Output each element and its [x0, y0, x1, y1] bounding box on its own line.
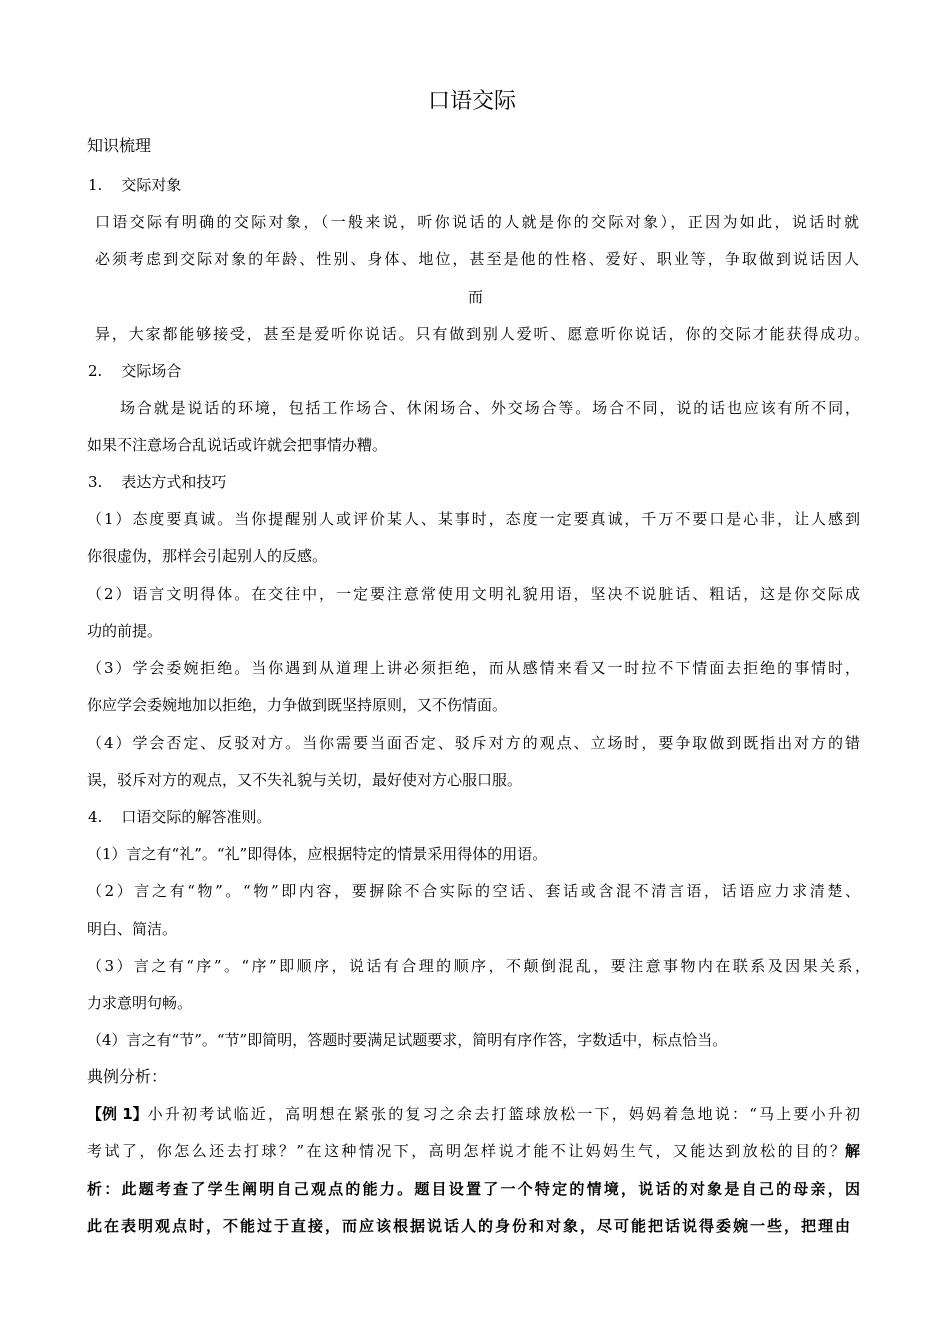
example-line-2 — [87, 1141, 860, 1161]
paragraph-4-line-3: 明白、简洁。 — [87, 920, 178, 938]
paragraph-4-line-4: （3）言之有“序”。“序”即顺序，说话有合理的顺序，不颠倒混乱，要注意事物内在联系及因果关系， — [87, 957, 870, 975]
example-question-part-2: 考试了，你怎么还去打球？”在这种情况下，高明怎样说才能不让妈妈生气，又能达到放松的目的？ — [87, 1142, 845, 1160]
example-line-1 — [87, 1104, 860, 1124]
paragraph-4-line-1: （1）言之有“礼”。“礼”即得体，应根据特定的情景采用得体的用语。 — [87, 845, 548, 863]
heading-3: 3. 表达方式和技巧 — [88, 473, 227, 491]
heading-1: 1. 交际对象 — [88, 176, 182, 194]
paragraph-4-line-2: （2）言之有“物”。“物”即内容，要摒除不合实际的空话、套话或含混不清言语，话语应力求清楚、 — [87, 882, 860, 900]
paragraph-4-line-5: 力求意明句畅。 — [87, 994, 193, 1012]
analysis-line-1: 析：此题考查了学生阐明自己观点的能力。题目设置了一个特定的情境，说话的对象是自己的母亲，因 — [87, 1180, 860, 1198]
paragraph-2-line-1: 场合就是说话的环境，包括工作场合、休闲场合、外交场合等。场合不同，说的话也应该有所不同， — [120, 399, 860, 417]
paragraph-3-line-7: （4）学会否定、反驳对方。当你需要当面否定、驳斥对方的观点、立场时，要争取做到既指出对方的错 — [87, 734, 860, 752]
paragraph-3-line-8: 误，驳斥对方的观点，又不失礼貌与关切，最好使对方心服口服。 — [87, 771, 523, 789]
example-tag: 【例 1】 — [87, 1105, 148, 1123]
section-heading-knowledge: 知识梳理 — [87, 136, 152, 155]
paragraph-3-line-3: （2）语言文明得体。在交往中，一定要注意常使用文明礼貌用语，坚决不说脏话、粗话，这是你交际成 — [87, 585, 860, 603]
page-title: 口语交际 — [428, 89, 517, 114]
paragraph-1-line-1: 口语交际有明确的交际对象，（一般来说，听你说话的人就是你的交际对象），正因为如此，说话时就 — [95, 213, 859, 231]
paragraph-1-line-3: 而 — [468, 288, 484, 306]
paragraph-3-line-4: 功的前提。 — [87, 622, 163, 640]
paragraph-1-line-4: 异，大家都能够接受，甚至是爱听你说话。只有做到别人爱听、愿意听你说话，你的交际才能获得成功。 — [95, 325, 869, 343]
paragraph-3-line-1: （1）态度要真诚。当你提醒别人或评价某人、某事时，态度一定要真诚，千万不要口是心非，让人感到 — [87, 510, 860, 528]
heading-4: 4. 口语交际的解答准则。 — [88, 808, 272, 826]
heading-2: 2. 交际场合 — [88, 362, 182, 380]
paragraph-4-line-6: （4）言之有“节”。“节”即简明，答题时要满足试题要求，简明有序作答，字数适中，标点恰当。 — [87, 1031, 728, 1049]
paragraph-3-line-2: 你很虚伪，那样会引起别人的反感。 — [87, 547, 328, 565]
analysis-label-start: 解 — [844, 1142, 860, 1160]
paragraph-3-line-5: （3）学会委婉拒绝。当你遇到从道理上讲必须拒绝，而从感情来看又一时拉不下情面去拒绝的事情时， — [87, 659, 860, 677]
paragraph-2-line-2: 如果不注意场合乱说话或许就会把事情办糟。 — [87, 436, 388, 454]
analysis-line-2: 此在表明观点时，不能过于直接，而应该根据说话人的身份和对象，尽可能把话说得委婉一些，把理由 — [87, 1217, 850, 1235]
paragraph-1-line-2: 必须考虑到交际对象的年龄、性别、身体、地位，甚至是他的性格、爱好、职业等，争取做到说话因人 — [95, 250, 859, 268]
example-question-part-1: 小升初考试临近，高明想在紧张的复习之余去打篮球放松一下，妈妈着急地说：“马上要小升初 — [147, 1105, 860, 1123]
paragraph-3-line-6: 你应学会委婉地加以拒绝，力争做到既坚持原则，又不伤情面。 — [87, 696, 508, 714]
section-heading-examples: 典例分析： — [87, 1067, 168, 1086]
